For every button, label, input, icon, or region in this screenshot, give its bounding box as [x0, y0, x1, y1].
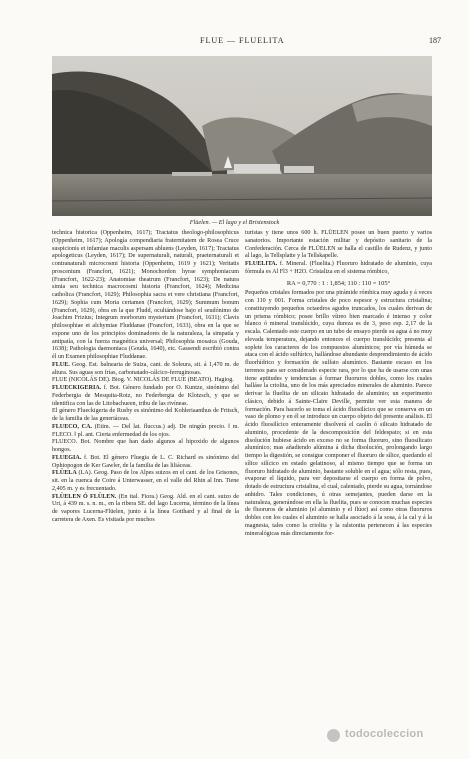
entry-fluela: FLÜELA (LA). Geog. Paso de los Alpes suizos en el cant. de los Grisones, sit. en la cuenca de Coire á Unterwasser, en el valle del Rhin al Inn. Tiene 2,405 m. y es frecuentado.	[52, 470, 239, 492]
entry-flueckigeria-rusby: El género Flueckigeria de Rusby es sinónimo del Kohleriaanthus de Fritsch, de la familia de las generiáceas.	[52, 408, 239, 422]
crystal-formula: RA = 0,770 : 1 : 1,854; 110 : 110 = 105°	[286, 279, 391, 287]
header-title: FLUE — FLUELITA	[200, 36, 285, 45]
watermark	[327, 728, 467, 742]
entry-fluelita-description: Pequeños cristales formados por una pirámide rómbica muy aguda y á veces con 110 y 001. Forma cristales de poco espesor y estructura cristalina; constituyendo pequeños octaedros agudos truncados, los cuales derivan de un prisma rómbico; posee brillo vítreo bien marcado é intenso y color blanco ó mineral translúcido, cuya dureza es de 3, peso esp. 2,17 de la escala. Calentado este cuerpo en un tubo de ensayo pierde su agua á no muy elevada temperatura, dejando entonces el cuerpo translúcido; presenta al soplete los caracteres de los compuestos alumínicos; por vía húmeda se ataca con el ácido sulfúrico, hallándose abundante desprendimiento de ácido fluorhídrico y formación de sulfato alumínico. Bastante escaso en los terrenos para ser considerado especie rara, por lo que ha de usarse con unas tiene aptitudes y tendencias á formar fluoruros dobles, como los cuales halláse la criolita, uno de los más apreciados minerales de aluminio. Parece derivar la fluelita de un silicato hidratado de aluminio; un experimento clásico, debido á Sainte-Claire Deville, permite ver esta manera de formación. Para hacerlo se toma el ácido fluosilícico que se conserva en un vaso de plomo y en él se introduce un cuerpo objeto del presente análisis. El ácido fluosilícico enteramente disolverá el caolín ó silicato hidratado de aluminio, procedente de la descomposición del feldespato; si en esta disolución hubiese ácido en exceso no se forma fluoruro, sino fluosilicato alumínico; mas añadiendo alúmina á dicha disolución, prolongando largo tiempo la digestión, se consigue componer el fluoruro de sílice, quedando el sílice silícico en estado gelatinoso, al mismo tiempo que se forma un fluoruro hidratado de aluminio, bastante soluble en el agua; sólo resta, pues, evaporar el líquido, para ver depositarse el cuerpo en forma de polvo, dotado de estructura cristalina, el cual, calentado, pierde su agua, tornándose anhidro. Tales condiciones, ú otras semejantes, pueden darse en la naturaleza, generándose en ella la fluelita, pues se conocen muchas especies de fluoruros de aluminio (el aluminio y el flúor) así como otras fluoruros dobles con los cuales el aluminio se halla asociado á la sosa, á la cal y á la magnesia, tales como la criolita y la ralstonita pertenecen á las especies mineralógicas más directamente for-	[245, 290, 432, 537]
entry-flue-nicolas: FLUE (NICOLÁS DE). Biog. V. NICOLÁS DE FLUE (BEATO). Hagiog.	[52, 377, 234, 384]
left-column	[52, 230, 239, 525]
watermark-text: todocoleccion	[345, 728, 424, 740]
entry-fluelita: FLUELITA. f. Mineral. (Fluelita.) Fluoruro hidratado de aluminio, cuya fórmula es Al Fl3 + H2O. Cristaliza en el sistema rómbico,	[245, 261, 433, 275]
entry-flueco: FLUECO, CA. (Etim. — Del lat. fluccus.) adj. De ningún precio. ‖ m. FLECO. ‖ pl. ant. Cierta enfermedad de los ojos.	[52, 423, 240, 438]
landscape-illustration	[52, 56, 432, 216]
entry-fluelen: FLÜELEN Ó FLÜLEN. (En ital. Fiora.) Geog. Ald. en el cant. suizo de Uri, á 439 m. s. n. m., en la ribera SE. del lago Lucerna, término de la línea de vapores Lucerna-Flüelen, junto á la línea Gotthard y al final de la carretera de Axen. Es visitada por muchos	[52, 493, 239, 523]
watermark-logo-icon	[327, 729, 340, 742]
entry-fludd-works: technica historica (Oppenheim, 1617); Tractatus theologo-philosophicus (Oppenheim, 1617); Apología compendiaria fraternitatem de Rosea Cruce suspicionis et infamiae maculis aspersam abluens (Leyden, 1617); Tractatus apologeticus (Leyden, 1617); De supernaturali, naturali, praeternaturali et contranaturali microcosmi historia (Oppenheim, 1619 y 1621); Veritatis proscenium (Francfort, 1621); Monochordon hyrae symphoniacum (Francfort, 1622-23); Anatomiae theatrum (Francfort, 1623); De natura simia seu technica macrocosmi historia (Francfort, 1624); Medicina catholica (Francfort, 1629); Philosophia sacra et vere christiana (Francfort, 1629); Sophia cum Moria certamen (Francfort, 1629); Summum bonum (Francfort, 1629), obra en la que Fludd, ocultándose bajo el seudónimo de Joachim Frizius; Integrum morborum mysterium (Francfort, 1631); Clavis philosophiae et alchymiae Fluddanae (Francfort, 1633), obra en la que se expone uno de los principios dominadores de la naturaleza, la simpatía y antipatía, con la fuerza magnética universal; Philosophia mosaica (Gouda, 1638); Pathologia daemoniaca (Gouda, 1640), etc. Gassendi escribió contra él un Examen philosophiae Fluddanae.	[52, 230, 239, 360]
entry-flueckigeria: FLUECKIGERIA. f. Bot. Género fundado por O. Kuntze, sinónimo del Federbergia de Mesquita-Rotz, no Federbergia de Klotzsch, y que se identifica con las de Litobachueen, tribu de las rivíneas.	[52, 385, 239, 407]
entry-flueco-bot: FLUECO. Bot. Nombre que han dado algunos al hipoxido de algunos hongos.	[52, 439, 239, 453]
entry-flue: FLUE. Geog. Est. balnearia de Suiza, cant. de Soleura, sit. á 1,470 m. de altura. Sus aguas son frías, carbonatado-cálcico-ferruginosas.	[52, 361, 239, 376]
figure-caption: Flüelen. — El lago y el Bristenstock	[189, 219, 280, 226]
page-number: 187	[429, 36, 441, 45]
entry-fluelen-cont: turistas y tiene unos 600 h. FLÜELEN posee un buen puerto y varios sanatorios. Importante estación militar y depósito sanitario de la Confederación. Cerca de FLÜELEN se halla el castillo de Rudenz, y junto al lago, la Tellsplatte y la Tellskapelle.	[245, 230, 432, 260]
running-header	[0, 36, 469, 48]
entry-fluegia: FLUEGIA. f. Bot. El género Fluegia de L. C. Richard es sinónimo del Ophiopogon de Ker Gawler, de la familia de las liliáceas.	[52, 454, 239, 469]
lake-photograph	[52, 56, 432, 216]
right-column	[245, 230, 432, 538]
